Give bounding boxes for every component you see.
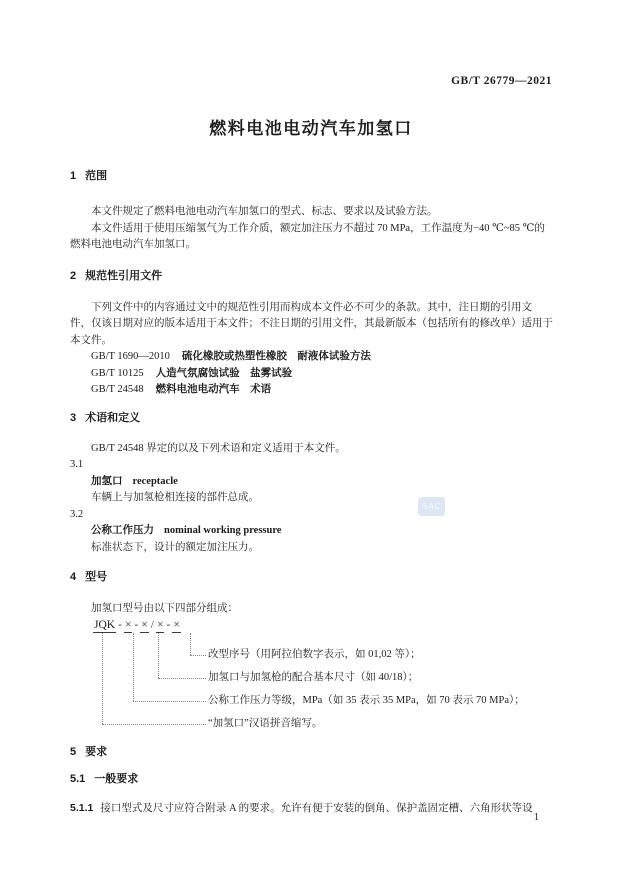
- connector-line: [102, 724, 206, 725]
- term-zh: 加氢口: [91, 475, 123, 487]
- section-3-number: 3: [70, 411, 77, 424]
- clause-number: 5.1.1: [70, 801, 94, 814]
- section-4-number: 4: [70, 571, 77, 583]
- section-4-title: 型号: [85, 571, 108, 583]
- clause-text: 接口型式及尺寸应符合附录 A 的要求。允许有便于安装的倒角、保护盖固定槽、六角形状等设: [100, 802, 533, 814]
- section-5-title: 要求: [85, 745, 108, 758]
- model-placeholder: ×: [124, 618, 132, 631]
- reference-item: [70, 349, 552, 366]
- model-label-pressure: 公称工作压力等级，MPa（如 35 表示 35 MPa，如 70 表示 70 MPa）；: [208, 694, 525, 706]
- reference-title: 人造气氛腐蚀试验 盐雾试验: [155, 367, 293, 379]
- model-placeholder: ×: [156, 618, 164, 631]
- term-definition: 标准状态下，设计的额定加注压力。: [91, 541, 259, 553]
- section-5-1-heading: [70, 772, 552, 786]
- reference-code: GB/T 10125: [91, 367, 144, 379]
- connector-line: [190, 655, 206, 656]
- connector-line: [102, 633, 103, 724]
- section-5-1-number: 5.1: [70, 772, 86, 785]
- model-designation-diagram: [70, 618, 552, 732]
- section-3-title: 术语和定义: [85, 411, 141, 424]
- term-definition: 车辆上与加氢枪相连接的部件总成。: [91, 492, 259, 503]
- section-4-heading: [70, 570, 552, 584]
- terms-intro: GB/T 24548 界定的以及下列术语和定义适用于本文件。: [91, 442, 346, 454]
- connector-line: [190, 633, 191, 655]
- model-label-revision: 改型序号（用阿拉伯数字表示，如 01,02 等）；: [208, 648, 421, 660]
- reference-title: 燃料电池电动汽车 术语: [155, 384, 272, 395]
- term-en: receptacle: [132, 475, 178, 487]
- section-1-title: 范围: [85, 170, 108, 182]
- term-zh: 公称工作压力: [91, 525, 154, 536]
- model-separator: -: [118, 618, 122, 631]
- term-entry: [70, 474, 552, 491]
- section-2-heading: [70, 269, 552, 283]
- scope-paragraph-1: 本文件规定了燃料电池电动汽车加氢口的型式、标志、要求以及试验方法。: [91, 206, 438, 217]
- section-1-heading: [70, 169, 552, 183]
- reference-code: GB/T 24548: [91, 384, 144, 395]
- reference-item: [70, 382, 552, 399]
- references-paragraph-line-1: 下列文件中的内容通过文中的规范性引用而构成本文件必不可少的条款。其中，注日期的引用文: [91, 301, 532, 313]
- section-5-heading: [70, 745, 552, 759]
- section-5-1-title: 一般要求: [94, 772, 139, 785]
- document-title: 燃料电池电动汽车加氢口: [209, 119, 413, 138]
- reference-code: GB/T 1690—2010: [91, 351, 170, 362]
- model-placeholder: ×: [173, 618, 180, 631]
- connector-line: [133, 701, 206, 702]
- model-placeholder: ×: [141, 618, 148, 631]
- term-entry: [70, 523, 552, 540]
- connector-line: [158, 633, 159, 678]
- references-paragraph-line-3: 本文件。: [70, 334, 112, 346]
- scope-paragraph-2-line-1: 本文件适用于使用压缩氢气为工作介质，额定加注压力不超过 70 MPa，工作温度为−40 ℃~85 ℃的: [91, 222, 545, 234]
- model-label-dimensions: 加氢口与加氢枪的配合基本尺寸（如 40/18）；: [208, 671, 419, 683]
- page-number: 1: [534, 812, 539, 823]
- model-separator: -: [166, 618, 171, 631]
- reference-title: 硫化橡胶或热塑性橡胶 耐液体试验方法: [181, 351, 371, 362]
- model-prefix: JQK: [94, 618, 116, 631]
- section-5-number: 5: [70, 745, 77, 758]
- section-2-number: 2: [70, 269, 77, 282]
- section-1-number: 1: [70, 170, 77, 182]
- connector-line: [158, 678, 206, 679]
- section-3-heading: [70, 411, 552, 425]
- sac-watermark: SAC: [418, 497, 445, 516]
- model-intro: 加氢口型号由以下四部分组成：: [91, 603, 238, 614]
- model-label-pinyin: “加氢口”汉语拼音缩写。: [208, 717, 323, 729]
- section-2-title: 规范性引用文件: [85, 269, 163, 282]
- standard-number-header: GB/T 26779—2021: [451, 75, 552, 87]
- model-separator: -: [134, 618, 139, 631]
- model-code-line: [93, 618, 181, 633]
- references-paragraph-line-2: 件，仅该日期对应的版本适用于本文件；不注日期的引用文件，其最新版本（包括所有的修改单）适用于: [70, 318, 553, 329]
- term-number: 3.2: [70, 508, 84, 520]
- model-slash: /: [150, 618, 154, 631]
- term-number: 3.1: [70, 459, 84, 470]
- page-content: [0, 75, 621, 817]
- reference-item: [70, 366, 552, 383]
- connector-line: [133, 633, 134, 701]
- term-en: nominal working pressure: [164, 525, 282, 536]
- scope-paragraph-2-line-2: 燃料电池电动汽车加氢口。: [70, 239, 196, 250]
- clause-5-1-1: [70, 800, 552, 818]
